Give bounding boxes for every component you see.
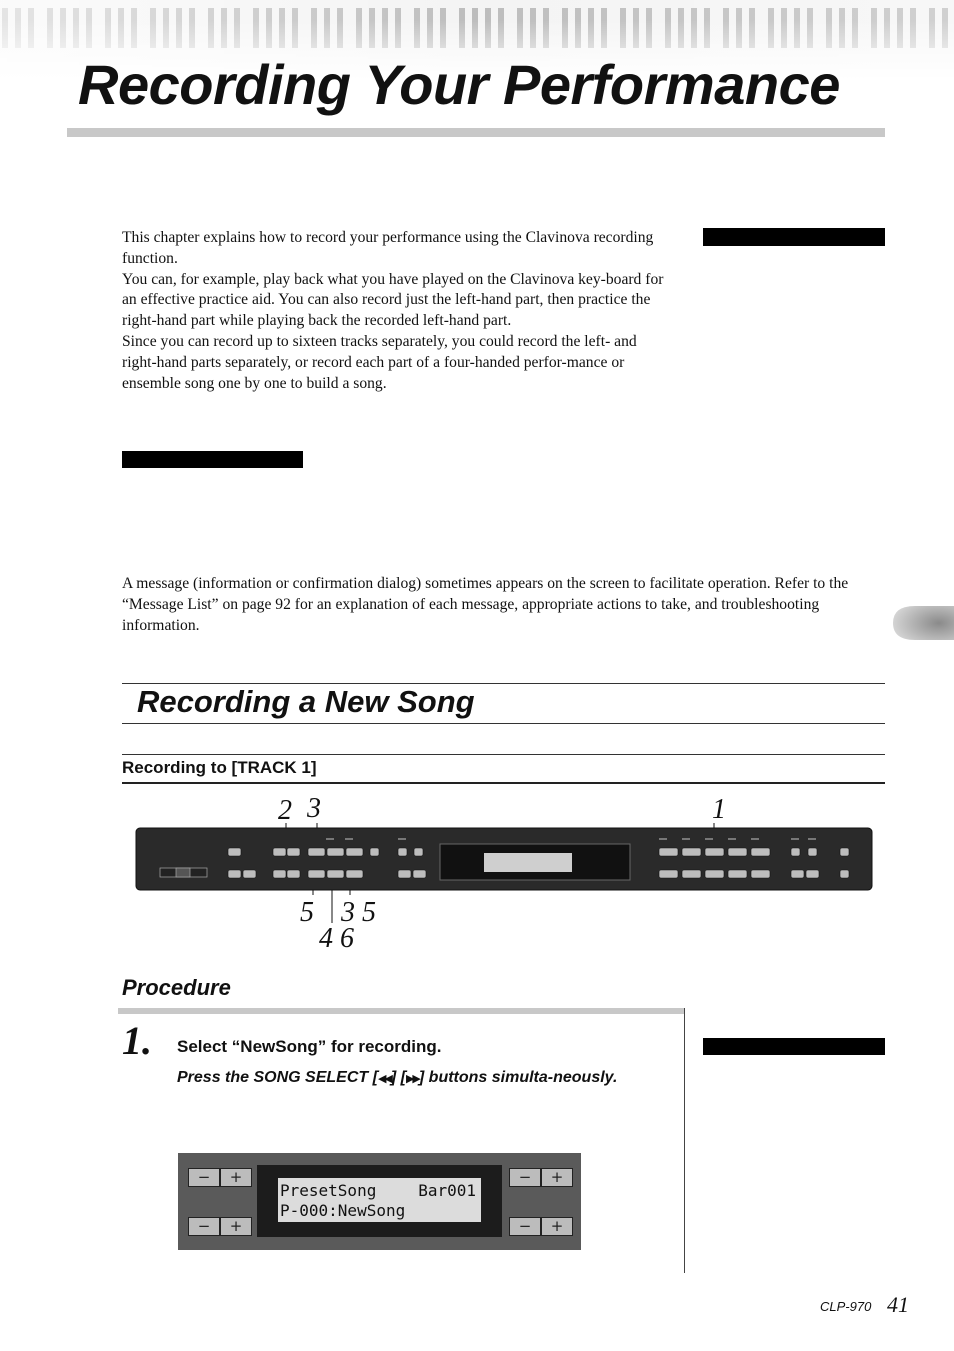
chapter-thumb-tab — [893, 606, 954, 640]
intro-paragraph-2: You can, for example, play back what you have played on the Clavinova key-board for an effective practice aid. You can also record just the left-hand part, then practice the right-hand part while playing back the recorded left-hand part. — [122, 270, 664, 330]
intro-text — [122, 228, 667, 394]
callout-3: 3 — [307, 793, 321, 824]
step-title: Select “NewSong” for recording. — [177, 1037, 442, 1056]
lcd-display-illustration — [178, 1153, 581, 1250]
step-instruction-mid: ] [ — [390, 1069, 406, 1086]
lcd-screen-text — [278, 1178, 481, 1222]
footer-page-number: 41 — [887, 1292, 909, 1317]
message-note — [122, 574, 882, 636]
step-instruction — [177, 1067, 647, 1090]
lcd-minus-button-bottom-left: − — [188, 1217, 220, 1236]
lcd-plus-button-top-right: + — [541, 1168, 573, 1187]
subsection-rule-top — [122, 754, 885, 755]
lcd-line2: P-000:NewSong — [280, 1201, 406, 1220]
callout-5: 5 — [300, 897, 314, 928]
lcd-plus-button-bottom-left: + — [220, 1217, 252, 1236]
section-rule-bottom — [122, 723, 885, 724]
procedure-heading: Procedure — [122, 975, 231, 1000]
fast-forward-icon: ▶▶ — [405, 1073, 419, 1085]
subsection-title: Recording to [TRACK 1] — [122, 758, 317, 777]
lcd-plus-button-top-left: + — [220, 1168, 252, 1187]
step-instruction-pre: Press the SONG SELECT [ — [177, 1069, 378, 1086]
rewind-icon: ◀◀ — [377, 1073, 391, 1085]
lcd-plus-button-bottom-right: + — [541, 1217, 573, 1236]
callout-1: 1 — [712, 794, 726, 825]
subsection-rule-bottom — [122, 782, 885, 784]
lcd-minus-button-top-left: − — [188, 1168, 220, 1187]
callout-3-5: 3 5 — [341, 897, 376, 928]
procedure-rule — [118, 1008, 685, 1014]
lcd-minus-button-top-right: − — [509, 1168, 541, 1187]
step-instruction-post: ] buttons simulta-neously. — [418, 1069, 618, 1086]
sidebar-note-bar — [703, 228, 885, 246]
page-title: Recording Your Performance — [78, 53, 840, 116]
section-title: Recording a New Song — [137, 684, 475, 719]
control-panel-diagram — [130, 790, 875, 955]
callout-4-6: 4 6 — [319, 923, 354, 954]
intro-paragraph-1: This chapter explains how to record your performance using the Clavinova recording function. — [122, 229, 654, 267]
title-underline-rule — [67, 128, 885, 137]
lcd-line1-left: PresetSong — [280, 1181, 377, 1200]
lcd-minus-button-bottom-right: − — [509, 1217, 541, 1236]
intro-paragraph-3: Since you can record up to sixteen tracks separately, you could record the left- and right-hand parts separately, or record each part of a four-handed perfor-mance or ensemble song one by one to build a song. — [122, 332, 637, 392]
callout-2: 2 — [278, 795, 292, 826]
note-heading-bar — [122, 451, 303, 468]
step-number: 1. — [122, 1018, 152, 1063]
column-divider — [684, 1008, 685, 1273]
message-note-text: A message (information or confirmation dialog) sometimes appears on the screen to facilitate operation. Refer to the “Message List” on page 92 for an explanation of each message, appropriate actions to take, and troubleshooting information. — [122, 575, 849, 634]
sidebar-note-bar-2 — [703, 1038, 885, 1055]
footer-model-name: CLP-970 — [820, 1299, 872, 1314]
lcd-line1-right: Bar001 — [418, 1181, 476, 1200]
lcd-screen — [257, 1165, 502, 1237]
